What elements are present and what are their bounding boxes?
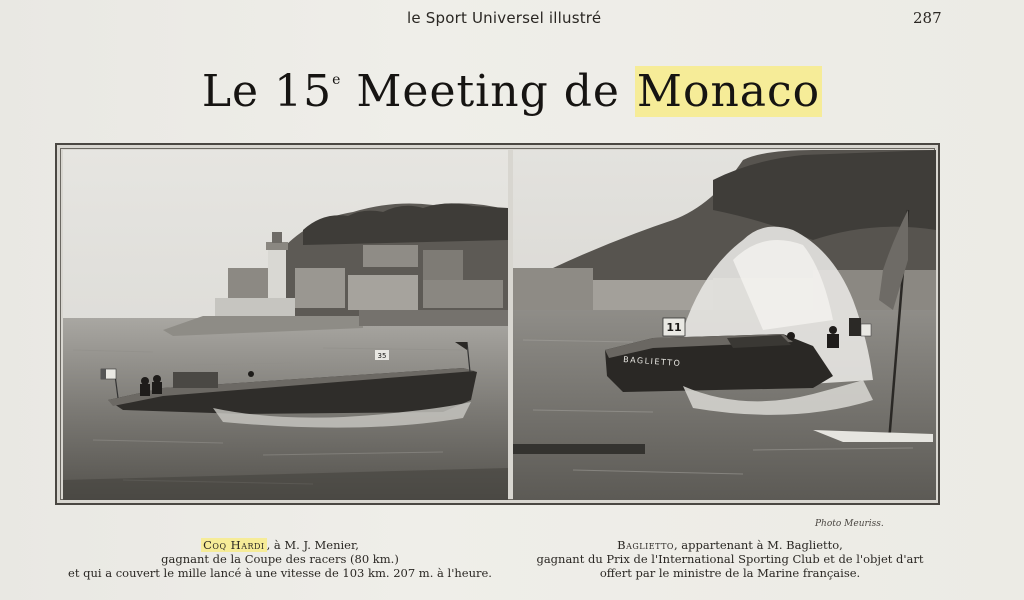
caption-right-boat-name: Baglietto: [617, 538, 674, 552]
caption-right-line-2: gagnant du Prix de l'International Sporting Club et de l'objet d'art: [536, 552, 924, 566]
photo-credit: Photo Meuriss.: [815, 519, 884, 529]
photo-baglietto-image: [513, 150, 936, 500]
article-title: [0, 66, 1024, 117]
photo-frame: [55, 143, 940, 505]
caption-left-boat-name: Coq Hardi: [203, 538, 265, 552]
caption-right-line-3: offert par le ministre de la Marine française.: [599, 566, 861, 580]
boat-hull-name: BAGLIETTO: [622, 355, 682, 369]
title-highlighted-word: Monaco: [636, 66, 821, 117]
caption-coq-hardi: [60, 538, 500, 580]
caption-left-line-3: et qui a couvert le mille lancé à une vitesse de 103 km. 207 m. à l'heure.: [68, 566, 492, 580]
caption-right-line-1: [530, 538, 930, 552]
photo-coq-hardi-image: [63, 150, 508, 500]
title-middle: Meeting de: [341, 66, 635, 117]
caption-right-owner: , appartenant à M. Baglietto,: [673, 538, 843, 552]
caption-left-owner: , à M. J. Menier,: [266, 538, 359, 552]
caption-baglietto: [530, 538, 930, 580]
boat-number-11: 11: [666, 321, 682, 334]
running-title: le Sport Universel illustré: [407, 9, 602, 27]
title-superscript: e: [332, 72, 342, 88]
photo-coq-hardi: [63, 150, 508, 500]
boat-number-35: 35: [377, 352, 387, 360]
page-header: [0, 8, 1024, 30]
page-number: 287: [913, 9, 942, 27]
photo-baglietto: [513, 150, 936, 500]
title-prefix: Le 15: [201, 66, 333, 117]
caption-left-line-2: gagnant de la Coupe des racers (80 km.): [161, 552, 399, 566]
caption-left-line-1: [60, 538, 500, 552]
